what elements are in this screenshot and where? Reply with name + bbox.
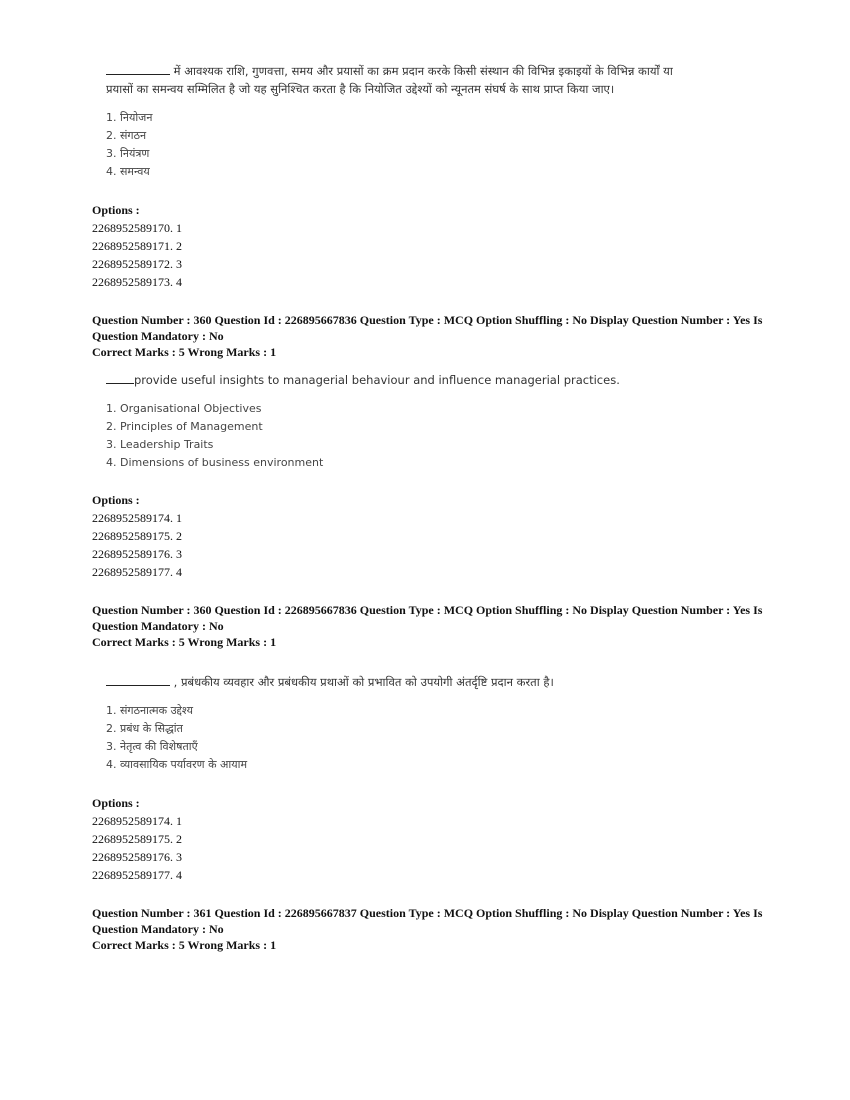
choice-item: 1. संगठनात्मक उद्देश्य bbox=[106, 704, 193, 717]
question-text-english bbox=[106, 371, 806, 389]
option-id: 2268952589177. 4 bbox=[92, 868, 182, 882]
question-meta-4 bbox=[92, 905, 772, 953]
answer-blank bbox=[106, 373, 134, 384]
question-text-segment: , प्रबंधकीय व्यवहार और प्रबंधकीय प्रथाओं को प्रभावित को उपयोगी अंतर्दृष्टि प्रदान करता है। bbox=[170, 675, 554, 689]
option-id-list-3 bbox=[92, 812, 182, 884]
choice-item: 3. Leadership Traits bbox=[106, 438, 214, 451]
choice-item: 2. प्रबंध के सिद्धांत bbox=[106, 722, 183, 735]
question-line-1 bbox=[106, 62, 806, 80]
option-id: 2268952589172. 3 bbox=[92, 257, 182, 271]
question-text-segment: में आवश्यक राशि, गुणवत्ता, समय और प्रयासों का क्रम प्रदान करके किसी संस्थान की विभिन्न इकाइयों के विभिन्न कार्यों या bbox=[170, 64, 673, 78]
options-label: Options : bbox=[92, 203, 140, 217]
choice-item: 2. Principles of Management bbox=[106, 420, 263, 433]
choice-list-2 bbox=[106, 400, 323, 472]
question-text-hindi-1 bbox=[106, 62, 806, 98]
meta-line: Question Number : 361 Question Id : 226895667837 Question Type : MCQ Option Shuffling : No Display Question Number : Yes Is bbox=[92, 906, 763, 920]
meta-line: Correct Marks : 5 Wrong Marks : 1 bbox=[92, 635, 277, 649]
option-id: 2268952589177. 4 bbox=[92, 565, 182, 579]
choice-item: 4. Dimensions of business environment bbox=[106, 456, 324, 469]
choice-item: 1. Organisational Objectives bbox=[106, 402, 262, 415]
answer-blank bbox=[106, 64, 170, 75]
meta-line: Question Number : 360 Question Id : 226895667836 Question Type : MCQ Option Shuffling : No Display Question Number : Yes Is bbox=[92, 603, 763, 617]
option-id: 2268952589174. 1 bbox=[92, 511, 182, 525]
choice-item: 1. नियोजन bbox=[106, 111, 153, 124]
question-text-segment: provide useful insights to managerial behaviour and influence managerial practices. bbox=[134, 373, 620, 387]
meta-line: Question Mandatory : No bbox=[92, 922, 224, 936]
option-id: 2268952589174. 1 bbox=[92, 814, 182, 828]
choice-item: 3. नेतृत्व की विशेषताएँ bbox=[106, 740, 198, 753]
meta-line: Question Mandatory : No bbox=[92, 329, 224, 343]
option-id: 2268952589173. 4 bbox=[92, 275, 182, 289]
question-text-hindi-2 bbox=[106, 673, 806, 691]
question-meta-2 bbox=[92, 312, 772, 360]
options-label: Options : bbox=[92, 796, 140, 810]
option-id: 2268952589175. 2 bbox=[92, 832, 182, 846]
meta-line: Question Mandatory : No bbox=[92, 619, 224, 633]
option-id: 2268952589170. 1 bbox=[92, 221, 182, 235]
option-id: 2268952589176. 3 bbox=[92, 850, 182, 864]
choice-item: 3. नियंत्रण bbox=[106, 147, 150, 160]
meta-line: Correct Marks : 5 Wrong Marks : 1 bbox=[92, 345, 277, 359]
option-id: 2268952589176. 3 bbox=[92, 547, 182, 561]
question-line-2: प्रयासों का समन्वय सम्मिलित है जो यह सुनिश्चित करता है कि नियोजित उद्देश्यों को न्यूनतम संघर्ष के साथ प्राप्त किया जाए। bbox=[106, 82, 615, 96]
meta-line: Question Number : 360 Question Id : 226895667836 Question Type : MCQ Option Shuffling : No Display Question Number : Yes Is bbox=[92, 313, 763, 327]
choice-list-1 bbox=[106, 109, 152, 181]
choice-item: 2. संगठन bbox=[106, 129, 147, 142]
choice-item: 4. समन्वय bbox=[106, 165, 150, 178]
choice-list-3 bbox=[106, 702, 247, 774]
option-id: 2268952589175. 2 bbox=[92, 529, 182, 543]
option-id: 2268952589171. 2 bbox=[92, 239, 182, 253]
meta-line: Correct Marks : 5 Wrong Marks : 1 bbox=[92, 938, 277, 952]
option-id-list-1 bbox=[92, 219, 182, 291]
question-meta-3 bbox=[92, 602, 772, 650]
option-id-list-2 bbox=[92, 509, 182, 581]
answer-blank bbox=[106, 675, 170, 686]
choice-item: 4. व्यावसायिक पर्यावरण के आयाम bbox=[106, 758, 248, 771]
options-label: Options : bbox=[92, 493, 140, 507]
